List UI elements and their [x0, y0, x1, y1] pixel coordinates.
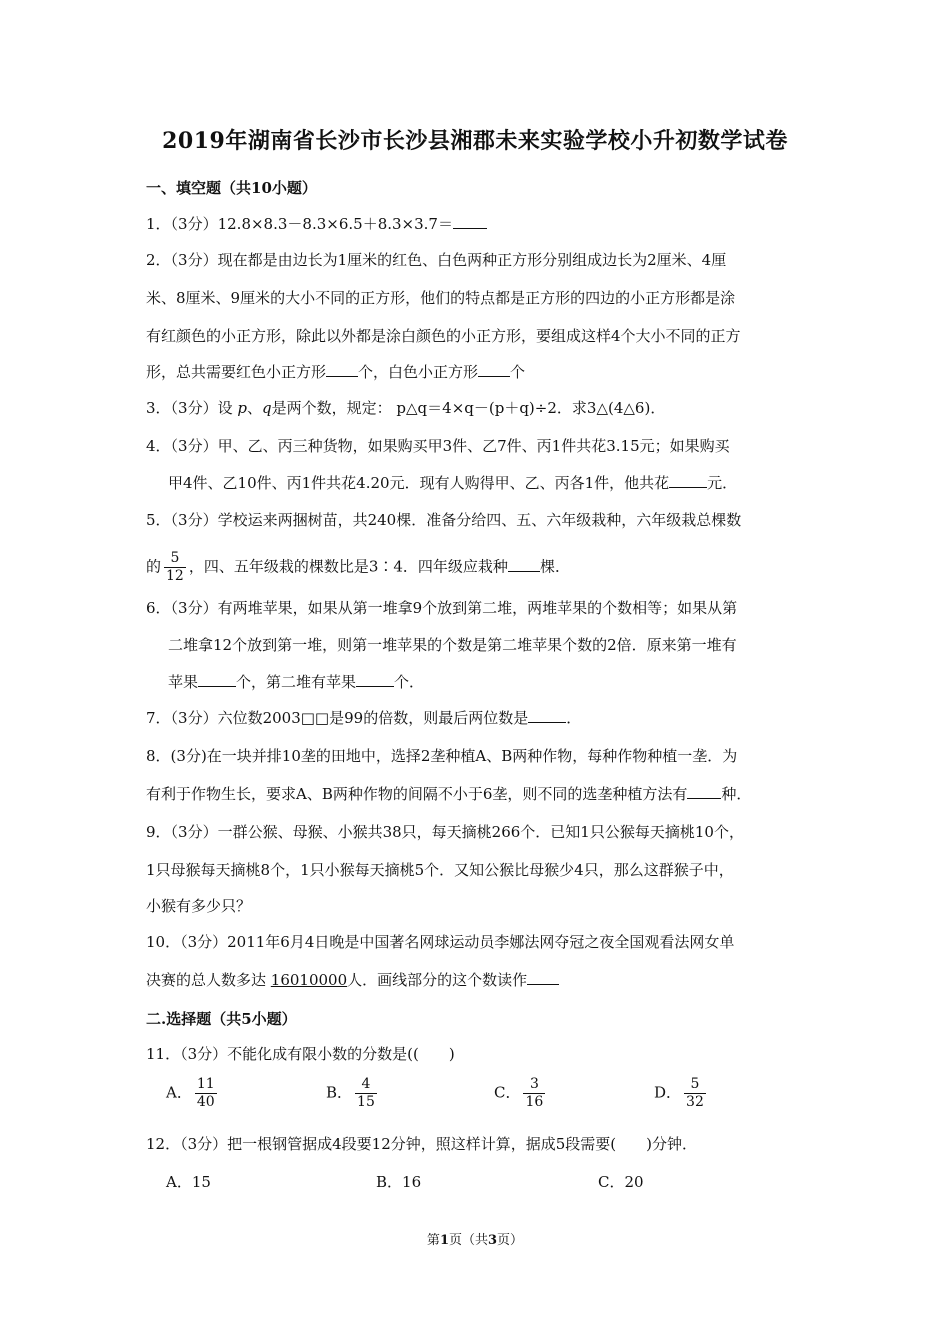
answer-blank[interactable]: [508, 557, 540, 572]
answer-blank[interactable]: [356, 672, 394, 687]
footer-text: 页（共: [448, 1233, 488, 1248]
fraction: [684, 1076, 706, 1111]
q12-option-b[interactable]: B．16: [376, 1173, 422, 1191]
q11-option-a[interactable]: [166, 1076, 220, 1111]
underlined-number: 16010000: [270, 971, 348, 989]
fraction: [164, 550, 186, 585]
fraction-numerator: 11: [196, 1076, 215, 1092]
question-2-text: 个，白色小正方形: [358, 363, 479, 381]
fraction-denominator: 15: [357, 1094, 375, 1110]
q12-option-c[interactable]: C．20: [598, 1173, 644, 1191]
fraction: [195, 1076, 217, 1111]
question-4-text: 元．: [707, 474, 738, 492]
fraction-numerator: 4: [355, 1076, 377, 1094]
question-2-text: 形，总共需要红色小正方形: [146, 363, 327, 381]
question-1-text: 1．（3分）12.8×8.3－8.3×6.5＋8.3×3.7＝: [146, 215, 453, 233]
answer-blank[interactable]: [198, 672, 236, 687]
question-12: 12．（3分）把一根钢管据成4段要12分钟，照这样计算，据成5段需要( )分钟．: [146, 1135, 698, 1153]
answer-blank[interactable]: [687, 784, 721, 799]
question-10-text: 决赛的总人数多达: [146, 971, 267, 989]
q11-option-d[interactable]: [654, 1076, 709, 1111]
question-5-text: 的: [146, 557, 162, 576]
question-5-line-2: [146, 550, 570, 585]
fraction: [355, 1076, 377, 1111]
question-6-text: 个．: [394, 673, 425, 691]
operation-definition: p△q＝4×q－(p＋q)÷2: [396, 399, 557, 417]
question-10-line-2: [146, 970, 559, 990]
question-2-line-3: 有红颜色的小正方形，除此以外都是涂白颜色的小正方形，要组成这样4个大小不同的正方: [146, 327, 741, 345]
question-9-line-3: 小猴有多少只？: [146, 897, 252, 915]
fraction-numerator: 5: [164, 550, 186, 568]
fraction-denominator: 32: [686, 1094, 704, 1110]
question-2-line-2: 米、8厘米、9厘米的大小不同的正方形，他们的特点都是正方形的四边的小正方形都是涂: [146, 289, 736, 307]
fraction-numerator: 3: [523, 1076, 545, 1094]
exam-title: 2019年湖南省长沙市长沙县湘郡未来实验学校小升初数学试卷: [162, 128, 788, 154]
section-fill-blank-heading: 一、填空题（共10小题）: [146, 179, 317, 197]
question-2-text: 个: [510, 363, 526, 381]
question-5-line-1: 5．（3分）学校运来两捆树苗，共240棵．准备分给四、五、六年级栽种，六年级栽总棵数: [146, 511, 742, 529]
question-8-line-1: 8．(3分)在一块并排10垄的田地中，选择2垄种植A、B两种作物，每种作物种植一垄．为: [146, 747, 738, 765]
answer-blank[interactable]: [326, 362, 358, 377]
option-label: A．: [166, 1083, 192, 1102]
q11-option-b[interactable]: [326, 1076, 380, 1111]
question-6-text: 个，第二堆有苹果: [236, 673, 357, 691]
answer-blank[interactable]: [478, 362, 510, 377]
variable-p: p: [237, 399, 247, 417]
question-7: [146, 708, 581, 728]
question-3-text: 3．（3分）设: [146, 399, 233, 417]
expression: 3△(4△6): [586, 399, 651, 417]
footer-text: 第: [426, 1233, 440, 1248]
question-7-text: 7．（3分）六位数2003□□是99的倍数，则最后两位数是: [146, 709, 529, 727]
q12-option-a[interactable]: A．15: [166, 1173, 211, 1191]
separator: 、: [246, 399, 262, 417]
question-4-line-1: 4．（3分）甲、乙、丙三种货物，如果购买甲3件、乙7件、丙1件共花3.15元；如果购买: [146, 437, 730, 455]
footer-text: 页）: [497, 1233, 524, 1248]
question-8-text: 种．: [721, 785, 752, 803]
answer-blank[interactable]: [453, 214, 487, 229]
answer-blank[interactable]: [669, 473, 707, 488]
fraction: [523, 1076, 545, 1111]
question-3: [146, 398, 665, 418]
answer-blank[interactable]: [527, 970, 559, 985]
question-3-text: ．求: [556, 399, 587, 417]
answer-blank[interactable]: [528, 708, 566, 723]
section-choice-heading: 二.选择题（共5小题）: [146, 1010, 297, 1028]
question-1: [146, 214, 487, 234]
question-10-text: 人．画线部分的这个数读作: [347, 971, 528, 989]
question-11: 11．（3分）不能化成有限小数的分数是(( ): [146, 1045, 455, 1063]
question-9-line-1: 9．（3分）一群公猴、母猴、小猴共38只，每天摘桃266个．已知1只公猴每天摘桃10个，: [146, 823, 744, 841]
question-4-line-2: [168, 473, 737, 493]
total-pages: 3: [488, 1233, 498, 1248]
fraction-denominator: 16: [525, 1094, 544, 1110]
question-6-line-1: 6．（3分）有两堆苹果，如果从第一堆拿9个放到第二堆，两堆苹果的个数相等；如果从第: [146, 599, 738, 617]
fraction-numerator: 5: [684, 1076, 706, 1094]
page-footer: [0, 1229, 950, 1248]
question-7-text: ．: [566, 709, 582, 727]
fraction-denominator: 40: [196, 1094, 215, 1110]
question-2-line-4: [146, 362, 525, 382]
question-9-line-2: 1只母猴每天摘桃8个，1只小猴每天摘桃5个．又知公猴比母猴少4只，那么这群猴子中，: [146, 861, 734, 879]
question-6-text: 苹果: [168, 673, 199, 691]
variable-q: q: [262, 399, 272, 417]
question-5-text: 棵．: [539, 557, 570, 576]
fraction-denominator: 12: [166, 568, 184, 584]
question-6-line-3: [168, 672, 424, 692]
q11-option-c[interactable]: [494, 1076, 548, 1111]
question-2-line-1: 2．（3分）现在都是由边长为1厘米的红色、白色两种正方形分别组成边长为2厘米、4厘: [146, 251, 727, 269]
option-label: B．: [326, 1083, 353, 1102]
option-label: C．: [494, 1083, 521, 1102]
question-8-line-2: [146, 784, 751, 804]
question-6-line-2: 二堆拿12个放到第一堆，则第一堆苹果的个数是第二堆苹果个数的2倍．原来第一堆有: [168, 636, 737, 654]
question-4-text: 甲4件、乙10件、丙1件共花4.20元．现有人购得甲、乙、丙各1件，他共花: [168, 474, 670, 492]
question-8-text: 有利于作物生长，要求A、B两种作物的间隔不小于6垄，则不同的选垄种植方法有: [146, 785, 688, 803]
page-number: 1: [439, 1233, 449, 1248]
option-label: D．: [654, 1083, 682, 1102]
question-3-text: ．: [650, 399, 666, 417]
question-3-text: 是两个数，规定：: [271, 399, 392, 417]
question-10-line-1: 10．（3分）2011年6月4日晚是中国著名网球运动员李娜法网夺冠之夜全国观看法网女单: [146, 933, 735, 951]
question-5-text: ，四、五年级栽的棵数比是3∶4．四年级应栽种: [188, 557, 508, 576]
